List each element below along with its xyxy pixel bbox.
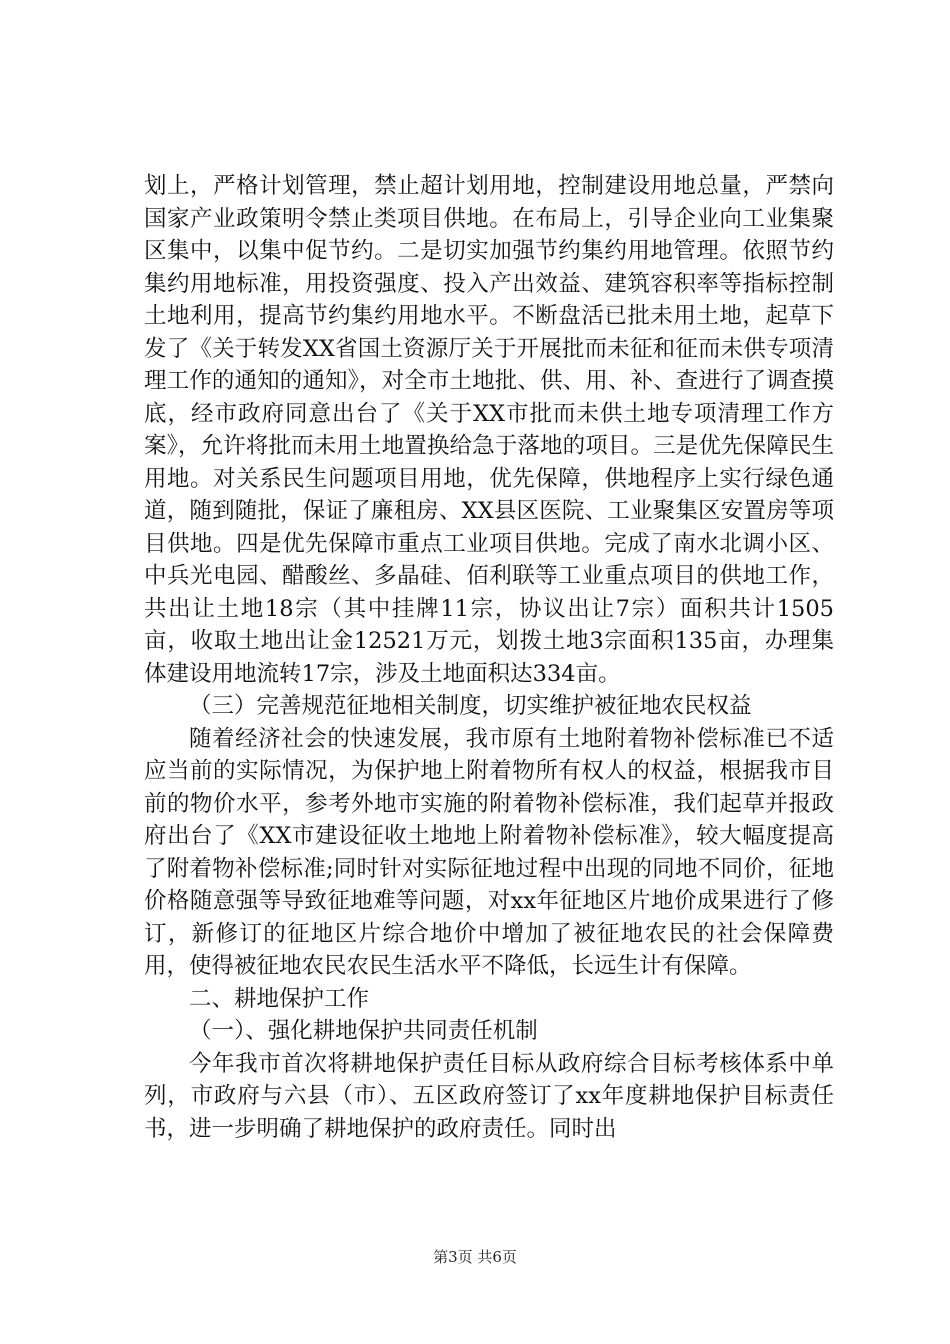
body-paragraph-1: 划上，严格计划管理，禁止超计划用地，控制建设用地总量，严禁向国家产业政策明令禁止类项目供地。在布局上，引导企业向工业集聚区集中，以集中促节约。二是切实加强节约集约用地管理。依照节约集约用地标准，用投资强度、投入产出效益、建筑容积率等指标控制土地利用，提高节约集约用地水平。不断盘活已批未用土地，起草下发了《关于转发XX省国土资源厅关于开展批而未征和征而未供专项清理工作的通知的通知》，对全市土地批、供、用、补、查进行了调查摸底，经市政府同意出台了《关于XX市批而未供土地专项清理工作方案》，允许将批而未用土地置换给急于落地的项目。三是优先保障民生用地。对关系民生问题项目用地，优先保障，供地程序上实行绿色通道，随到随批，保证了廉租房、XX县区医院、工业聚集区安置房等项目供地。四是优先保障市重点工业项目供地。完成了南水北调小区、中兵光电园、醋酸丝、多晶硅、佰利联等工业重点项目的供地工作，共出让土地18宗（其中挂牌11宗，协议出让7宗）面积共计1505亩，收取土地出让金12521万元，划拨土地3宗面积135亩，办理集体建设用地流转17宗，涉及土地面积达334亩。	[144, 173, 834, 687]
chapter-heading-2: 二、耕地保护工作	[189, 985, 370, 1012]
page-number-footer: 第3页 共6页	[433, 1248, 517, 1266]
body-paragraph-3: 今年我市首次将耕地保护责任目标从政府综合目标考核体系中单列，市政府与六县（市）、五区政府签订了xx年度耕地保护目标责任书，进一步明确了耕地保护的政府责任。同时出	[144, 1050, 834, 1142]
body-paragraph-2: 随着经济社会的快速发展，我市原有土地附着物补偿标准已不适应当前的实际情况，为保护地上附着物所有权人的权益，根据我市目前的物价水平，参考外地市实施的附着物补偿标准，我们起草并报政府出台了《XX市建设征收土地地上附着物补偿标准》，较大幅度提高了附着物补偿标准;同时针对实际征地过程中出现的同地不同价，征地价格随意强等导致征地难等问题，对xx年征地区片地价成果进行了修订，新修订的征地区片综合地价中增加了被征地农民的社会保障费用，使得被征地农民农民生活水平不降低，长远生计有保障。	[144, 725, 834, 979]
section-heading-1: （一）、强化耕地保护共同责任机制	[189, 1018, 538, 1044]
document-body	[144, 170, 834, 1145]
section-heading-3: （三）完善规范征地相关制度，切实维护被征地农民权益	[189, 693, 752, 719]
